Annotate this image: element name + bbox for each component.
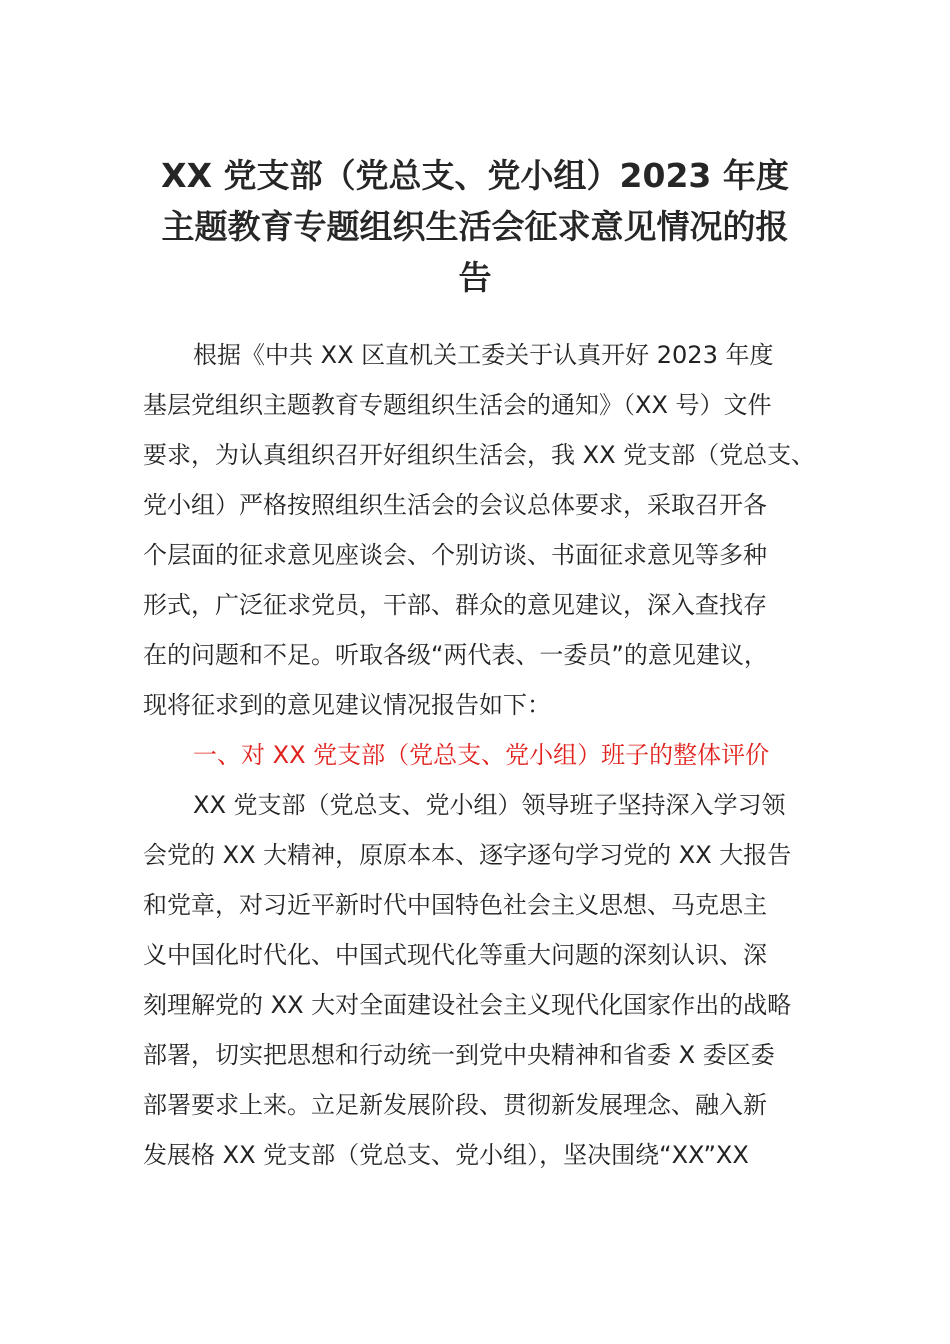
title-line-3: 告 <box>458 258 492 297</box>
section-heading-1: 一、对 XX 党支部（党总支、党小组）班子的整体评价 <box>193 741 770 769</box>
document-body <box>143 330 833 1180</box>
text-line: 部署要求上来。立足新发展阶段、贯彻新发展理念、融入新 <box>143 1091 767 1119</box>
text-line: 要求，为认真组织召开好组织生活会，我 XX 党支部（党总支、 <box>143 441 816 469</box>
text-line: 基层党组织主题教育专题组织生活会的通知》（XX 号）文件 <box>143 391 772 419</box>
paragraph-intro <box>143 330 833 730</box>
document-title <box>120 150 830 303</box>
text-line: 发展格 XX 党支部（党总支、党小组），坚决围绕“XX”XX <box>143 1141 749 1169</box>
text-line: 根据《中共 XX 区直机关工委关于认真开好 2023 年度 <box>193 341 774 369</box>
text-line: 刻理解党的 XX 大对全面建设社会主义现代化国家作出的战略 <box>143 991 792 1019</box>
title-line-1: XX 党支部（党总支、党小组）2023 年度 <box>161 156 789 195</box>
text-line: 和党章，对习近平新时代中国特色社会主义思想、马克思主 <box>143 891 767 919</box>
title-line-2: 主题教育专题组织生活会征求意见情况的报 <box>161 207 789 246</box>
text-line: 形式，广泛征求党员，干部、群众的意见建议，深入查找存 <box>143 591 767 619</box>
text-line: 在的问题和不足。听取各级“两代表、一委员”的意见建议， <box>143 641 768 669</box>
text-line: 部署，切实把思想和行动统一到党中央精神和省委 X 委区委 <box>143 1041 775 1069</box>
text-line: XX 党支部（党总支、党小组）领导班子坚持深入学习领 <box>193 791 786 819</box>
text-line: 义中国化时代化、中国式现代化等重大问题的深刻认识、深 <box>143 941 767 969</box>
text-line: 会党的 XX 大精神，原原本本、逐字逐句学习党的 XX 大报告 <box>143 841 792 869</box>
text-line: 个层面的征求意见座谈会、个别访谈、书面征求意见等多种 <box>143 541 767 569</box>
paragraph-evaluation <box>143 780 833 1180</box>
text-line: 现将征求到的意见建议情况报告如下： <box>143 691 551 719</box>
text-line: 党小组）严格按照组织生活会的会议总体要求，采取召开各 <box>143 491 767 519</box>
